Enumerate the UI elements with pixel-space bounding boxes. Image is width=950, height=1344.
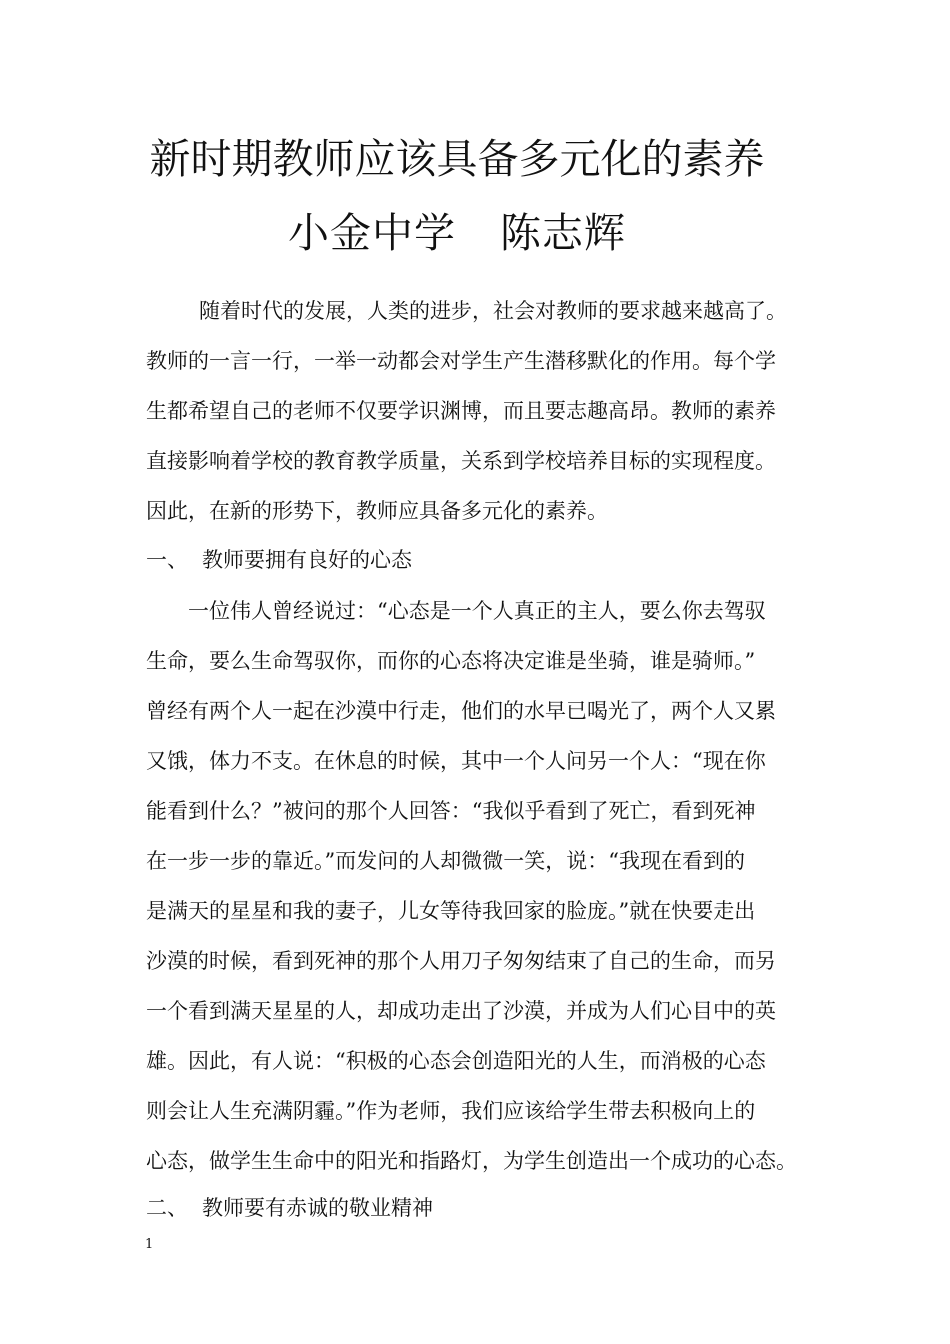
- author-line: [0, 209, 932, 257]
- paragraph-line: 生都希望自己的老师不仅要学识渊博，而且要志趣高昂。教师的素养: [146, 399, 776, 423]
- section-number: 一、: [146, 548, 188, 572]
- paragraph-line: 沙漠的时候，看到死神的那个人用刀子匆匆结束了自己的生命，而另: [146, 949, 776, 973]
- paragraph-line: 在一步一步的靠近。”而发问的人却微微一笑，说：“我现在看到的: [146, 849, 745, 873]
- paragraph-line: 直接影响着学校的教育教学质量，关系到学校培养目标的实现程度。: [146, 449, 776, 473]
- paragraph-line: 心态，做学生生命中的阳光和指路灯，为学生创造出一个成功的心态。: [146, 1149, 797, 1173]
- paragraph-line: 生命，要么生命驾驭你，而你的心态将决定谁是坐骑，谁是骑师。”: [146, 649, 756, 673]
- paragraph-line: 雄。因此，有人说：“积极的心态会创造阳光的人生，而消极的心态: [146, 1049, 766, 1073]
- paragraph-line: 曾经有两个人一起在沙漠中行走，他们的水早已喝光了，两个人又累: [146, 699, 776, 723]
- page-number: 1: [145, 1237, 154, 1252]
- paragraph-line: 随着时代的发展，人类的进步，社会对教师的要求越来越高了。: [199, 299, 787, 323]
- section-number: 二、: [146, 1196, 188, 1220]
- section-heading-1: [146, 545, 806, 575]
- paragraph-line: 又饿，体力不支。在休息的时候，其中一个人问另一个人：“现在你: [146, 749, 766, 773]
- section-heading-2: [146, 1193, 806, 1223]
- paragraph-line: 是满天的星星和我的妻子，儿女等待我回家的脸庞。”就在快要走出: [146, 899, 756, 923]
- author-name: 陈志辉: [500, 209, 626, 257]
- author-school: 小金中学: [288, 209, 456, 257]
- paragraph-line: 则会让人生充满阴霾。”作为老师，我们应该给学生带去积极向上的: [146, 1099, 756, 1123]
- paragraph-line: 因此，在新的形势下，教师应具备多元化的素养。: [146, 499, 608, 523]
- section-title: 教师要拥有良好的心态: [202, 548, 412, 572]
- paragraph-line: 教师的一言一行，一举一动都会对学生产生潜移默化的作用。每个学: [146, 349, 776, 373]
- paragraph-line: 一个看到满天星星的人，却成功走出了沙漠，并成为人们心目中的英: [146, 999, 776, 1023]
- section-title: 教师要有赤诚的敬业精神: [202, 1196, 433, 1220]
- document-title: 新时期教师应该具备多元化的素养: [149, 135, 765, 183]
- paragraph-line: 能看到什么？”被问的那个人回答：“我似乎看到了死亡，看到死神: [146, 799, 756, 823]
- paragraph-line: 一位伟人曾经说过：“心态是一个人真正的主人，要么你去驾驭: [188, 599, 766, 623]
